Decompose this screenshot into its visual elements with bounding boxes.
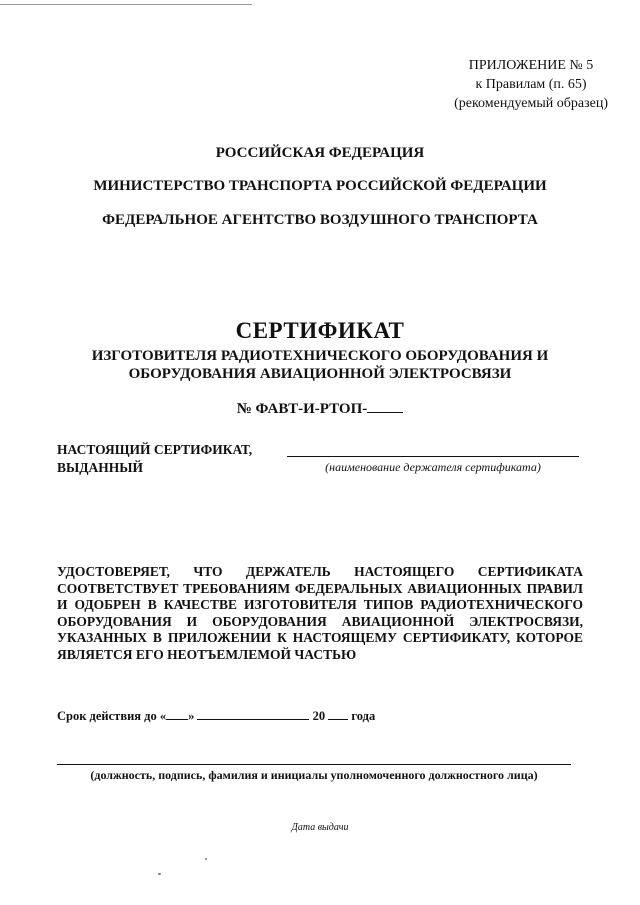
annex-number: ПРИЛОЖЕНИЕ № 5 bbox=[468, 58, 594, 73]
validity-open-quote: « bbox=[159, 709, 167, 723]
validity-period bbox=[57, 708, 375, 724]
validity-year-word: года bbox=[351, 709, 376, 723]
validity-label: Срок действия до bbox=[57, 709, 157, 723]
certificate-title: СЕРТИФИКАТ bbox=[235, 318, 405, 343]
holder-name-blank bbox=[287, 456, 579, 457]
certificate-subtitle bbox=[0, 347, 640, 383]
validity-century: 20 bbox=[312, 709, 326, 723]
validity-close-quote: » bbox=[188, 709, 195, 723]
annex-rules-reference: к Правилам (п. 65) bbox=[475, 77, 587, 92]
certificate-number-blank bbox=[367, 400, 403, 413]
annex-header bbox=[454, 56, 608, 113]
certificate-subtitle-line-2: ОБОРУДОВАНИЯ АВИАЦИОННОЙ ЭЛЕКТРОСВЯЗИ bbox=[128, 366, 512, 382]
certificate-number bbox=[0, 400, 640, 418]
ministry-heading: МИНИСТЕРСТВО ТРАНСПОРТА РОССИЙСКОЙ ФЕДЕРАЦИИ bbox=[93, 178, 547, 194]
country-heading: РОССИЙСКАЯ ФЕДЕРАЦИЯ bbox=[215, 145, 425, 161]
certificate-subtitle-line-1: ИЗГОТОВИТЕЛЯ РАДИОТЕХНИЧЕСКОГО ОБОРУДОВАНИЯ И bbox=[91, 348, 549, 364]
certification-statement: УДОСТОВЕРЯЕТ, ЧТО ДЕРЖАТЕЛЬ НАСТОЯЩЕГО СЕРТИФИКАТА СООТВЕТСТВУЕТ ТРЕБОВАНИЯМ ФЕДЕРАЛЬНЫХ АВИАЦИОННЫХ ПРАВИЛ И ОДОБРЕН В КАЧЕСТВЕ ИЗГОТОВИТЕЛЯ ТИПОВ РАДИОТЕХНИЧЕСКОГО ОБОРУДОВАНИЯ И ОБОРУДОВАНИЯ АВИАЦИОННОЙ ЭЛЕКТРОСВЯЗИ, УКАЗАННЫХ В ПРИЛОЖЕНИИ К НАСТОЯЩЕМУ СЕРТИФИКАТУ, КОТОРОЕ ЯВЛЯЕТСЯ ЕГО НЕОТЪЕМЛЕМОЙ ЧАСТЬЮ bbox=[57, 564, 583, 662]
validity-day-blank bbox=[166, 708, 188, 720]
signature-caption: (должность, подпись, фамилия и инициалы уполномоченного должностного лица) bbox=[90, 768, 538, 782]
issued-to-label bbox=[57, 441, 252, 477]
agency-heading: ФЕДЕРАЛЬНОЕ АГЕНТСТВО ВОЗДУШНОГО ТРАНСПОРТА bbox=[102, 212, 538, 228]
issued-to-line-2: ВЫДАННЫЙ bbox=[57, 460, 144, 475]
validity-year-blank bbox=[328, 708, 348, 720]
issued-to-line-1: НАСТОЯЩИЙ СЕРТИФИКАТ, bbox=[57, 442, 253, 457]
signature-blank bbox=[57, 764, 571, 765]
issue-date-label: Дата выдачи bbox=[291, 822, 349, 833]
holder-name-caption: (наименование держателя сертификата) bbox=[325, 460, 541, 474]
annex-sample-note: (рекомендуемый образец) bbox=[454, 96, 608, 111]
validity-month-blank bbox=[197, 708, 309, 720]
top-scan-line bbox=[0, 4, 252, 5]
certificate-number-prefix: № ФАВТ-И-РТОП- bbox=[236, 401, 368, 417]
scan-speck bbox=[158, 873, 161, 875]
scan-speck bbox=[205, 858, 207, 860]
